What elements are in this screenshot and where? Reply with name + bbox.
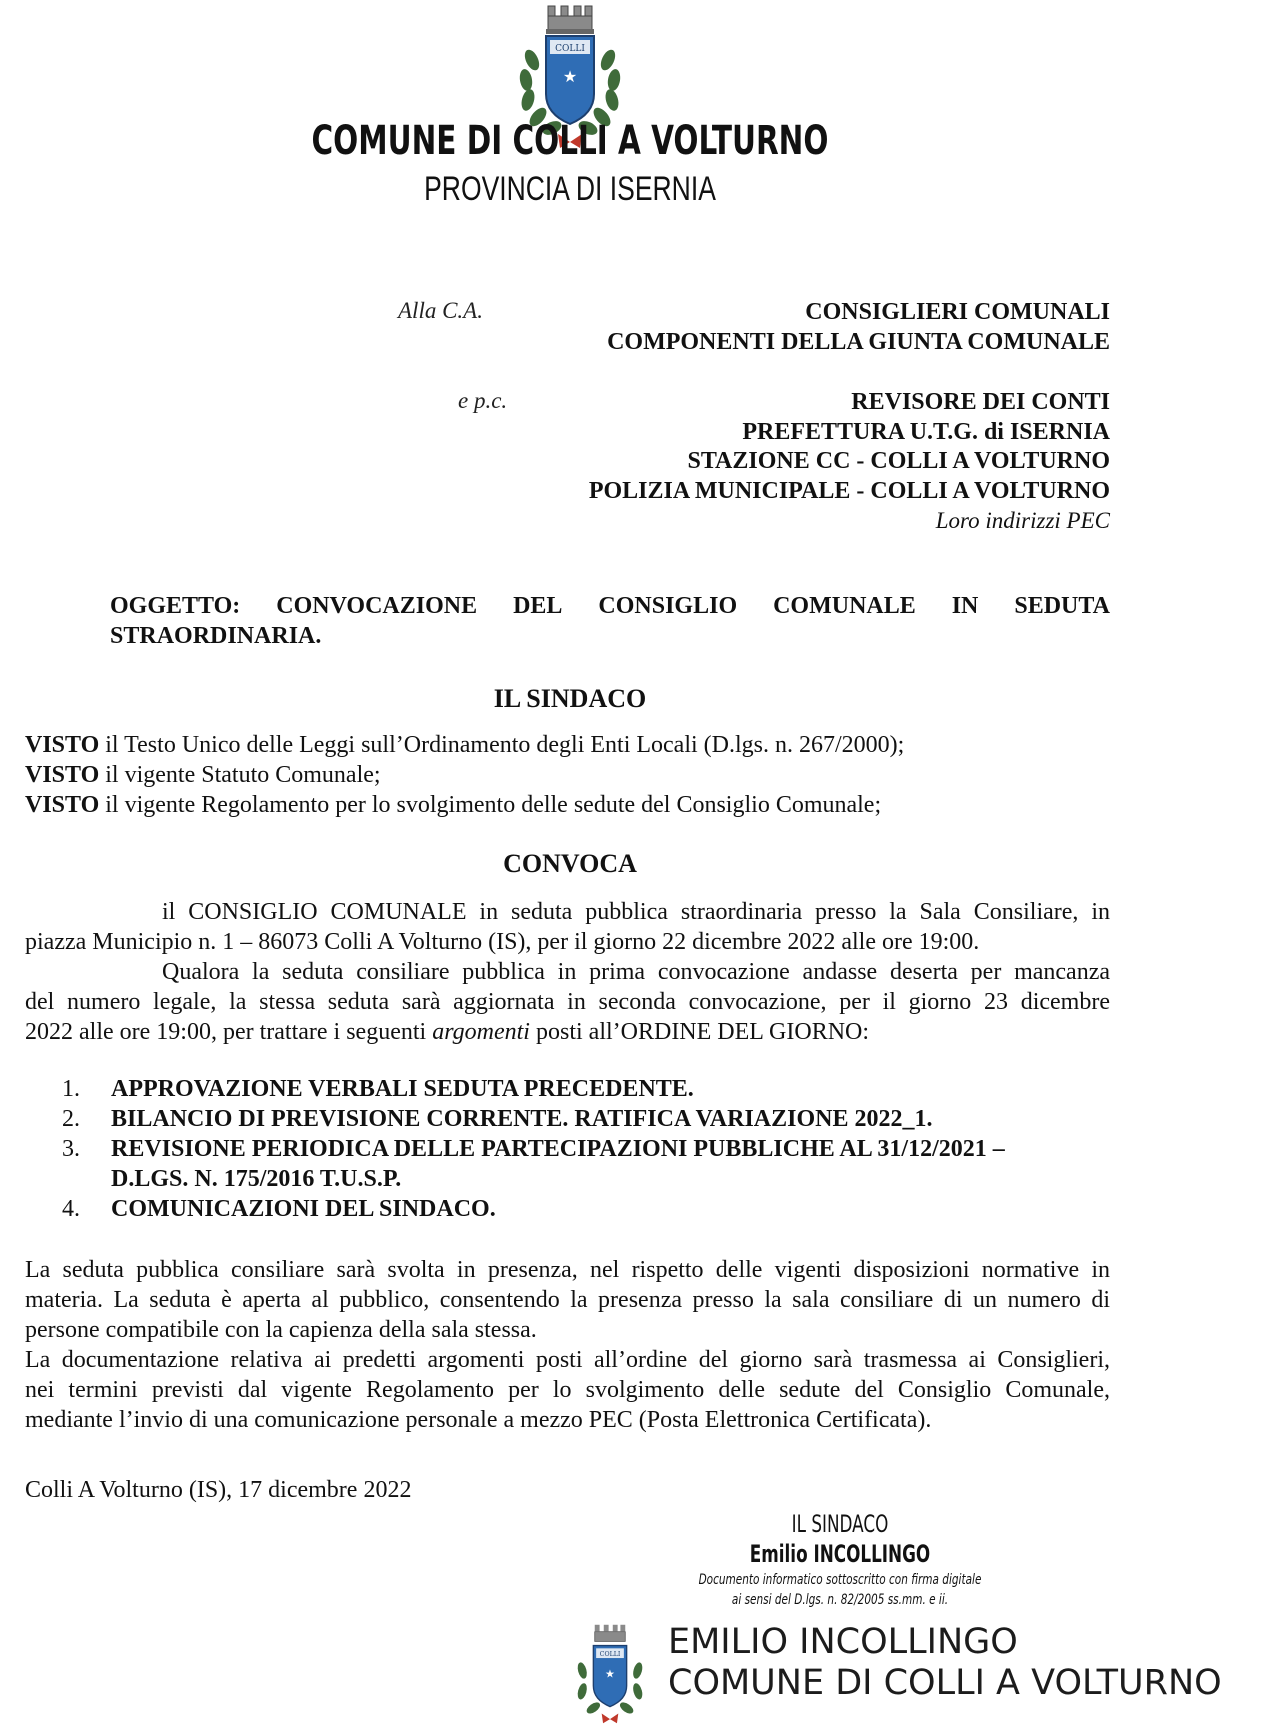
text-line: del numero legale, la stessa seduta sarà aggiornata in seconda convocazione, per il giorno 23 dicembre bbox=[25, 989, 1110, 1015]
text-line: La seduta pubblica consiliare sarà svolta in presenza, nel rispetto delle vigenti disposizioni normative in bbox=[25, 1257, 1110, 1283]
recipient-line: STAZIONE CC - COLLI A VOLTURNO bbox=[687, 448, 1110, 474]
text-fragment: posti all’ORDINE DEL GIORNO: bbox=[529, 1019, 870, 1045]
epc-label: e p.c. bbox=[458, 388, 508, 413]
text-line: persone compatibile con la capienza della sala stessa. bbox=[25, 1317, 537, 1343]
text-line: il CONSIGLIO COMUNALE in seduta pubblica straordinaria presso la Sala Consiliare, in bbox=[162, 899, 1110, 925]
visto-keyword: VISTO bbox=[25, 792, 100, 818]
visto-text: il vigente Regolamento per lo svolgimento delle sedute del Consiglio Comunale; bbox=[99, 792, 882, 818]
item-number: 1. bbox=[62, 1076, 80, 1102]
text-line: mediante l’invio di una comunicazione personale a mezzo PEC (Posta Elettronica Certificata). bbox=[25, 1407, 932, 1433]
text-line bbox=[25, 1017, 1110, 1047]
list-item bbox=[62, 1134, 1005, 1164]
recipient-line: POLIZIA MUNICIPALE - COLLI A VOLTURNO bbox=[588, 477, 1110, 504]
recipient-line: CONSIGLIERI COMUNALI bbox=[805, 299, 1110, 325]
text-line: piazza Municipio n. 1 – 86073 Colli A Volturno (IS), per il giorno 22 dicembre 2022 alle ore 19:00. bbox=[25, 929, 980, 955]
signature-note: Documento informatico sottoscritto con firma digitale bbox=[698, 1572, 982, 1588]
recipient-line: COMPONENTI DELLA GIUNTA COMUNALE bbox=[607, 328, 1110, 355]
stamp-line: EMILIO INCOLLINGO bbox=[668, 1622, 1018, 1662]
item-number: 4. bbox=[62, 1196, 80, 1222]
closing-paragraph bbox=[25, 1255, 1110, 1435]
item-text: BILANCIO DI PREVISIONE CORRENTE. RATIFICA VARIAZIONE 2022_1. bbox=[111, 1106, 933, 1132]
ordine-del-giorno-list bbox=[62, 1074, 1005, 1224]
digital-signature-stamp bbox=[668, 1622, 1222, 1704]
text-line: La documentazione relativa ai predetti argomenti posti all’ordine del giorno sarà trasmessa ai Consiglieri, bbox=[25, 1347, 1110, 1373]
pec-note: Loro indirizzi PEC bbox=[935, 508, 1110, 533]
item-text-continued: D.LGS. N. 175/2016 T.U.S.P. bbox=[111, 1166, 402, 1192]
subject-word: IN bbox=[951, 593, 979, 619]
heading-il-sindaco: IL SINDACO bbox=[493, 684, 647, 713]
signature-name: Emilio INCOLLINGO bbox=[749, 1540, 931, 1568]
list-item bbox=[62, 1074, 1005, 1104]
visto-keyword: VISTO bbox=[25, 732, 100, 758]
text-line: nei termini previsti dal vigente Regolamento per lo svolgimento delle sedute del Consiglio Comunale, bbox=[25, 1377, 1110, 1403]
text-fragment-italic: argomenti bbox=[432, 1019, 530, 1045]
list-item bbox=[62, 1104, 1005, 1134]
recipient-line: PREFETTURA U.T.G. di ISERNIA bbox=[742, 418, 1110, 445]
visto-item bbox=[25, 730, 904, 760]
recipient-line: REVISORE DEI CONTI bbox=[851, 389, 1110, 415]
text-line: materia. La seduta è aperta al pubblico, consentendo la presenza presso la sala consiliare di un numero di bbox=[25, 1287, 1110, 1313]
signature-role: IL SINDACO bbox=[791, 1510, 889, 1538]
crest-label: COLLI bbox=[599, 1650, 621, 1658]
subject-word: OGGETTO: bbox=[110, 593, 241, 619]
subject-block bbox=[110, 592, 1110, 651]
municipality-title: COMUNE DI COLLI A VOLTURNO bbox=[311, 118, 829, 164]
stamp-crest-icon bbox=[568, 1622, 652, 1726]
secondary-recipients bbox=[589, 388, 1110, 536]
stamp-line: COMUNE DI COLLI A VOLTURNO bbox=[668, 1663, 1222, 1703]
visto-keyword: VISTO bbox=[25, 762, 100, 788]
item-number: 2. bbox=[62, 1106, 80, 1132]
item-text: APPROVAZIONE VERBALI SEDUTA PRECEDENTE. bbox=[111, 1076, 694, 1102]
crown-icon bbox=[546, 6, 594, 34]
visto-text: il Testo Unico delle Leggi sull’Ordinamento degli Enti Locali (D.lgs. n. 267/2000); bbox=[99, 732, 905, 758]
subject-word: SEDUTA bbox=[1014, 593, 1110, 619]
visto-text: il vigente Statuto Comunale; bbox=[99, 762, 381, 788]
visto-item bbox=[25, 760, 904, 790]
subject-line-2: STRAORDINARIA. bbox=[110, 622, 322, 649]
primary-recipients bbox=[607, 298, 1110, 357]
item-number: 3. bbox=[62, 1136, 80, 1162]
list-item bbox=[62, 1194, 1005, 1224]
convoca-paragraph bbox=[25, 897, 1110, 1047]
subject-word: CONVOCAZIONE bbox=[276, 593, 478, 619]
item-text: COMUNICAZIONI DEL SINDACO. bbox=[111, 1196, 496, 1222]
crest-star-icon: ★ bbox=[562, 67, 578, 86]
province-subtitle: PROVINCIA DI ISERNIA bbox=[424, 170, 716, 208]
subject-word: CONSIGLIO bbox=[598, 593, 738, 619]
visto-list bbox=[25, 730, 904, 820]
heading-convoca: CONVOCA bbox=[503, 849, 637, 878]
alla-ca-label: Alla C.A. bbox=[398, 298, 483, 323]
svg-text:★: ★ bbox=[605, 1667, 615, 1681]
signature-note: ai sensi del D.lgs. n. 82/2005 ss.mm. e ii. bbox=[731, 1592, 949, 1608]
subject-word: DEL bbox=[513, 593, 563, 619]
text-fragment: 2022 alle ore 19:00, per trattare i seguenti bbox=[25, 1019, 433, 1045]
crest-label: COLLI bbox=[555, 44, 585, 54]
text-line: Qualora la seduta consiliare pubblica in prima convocazione andasse deserta per mancanza bbox=[162, 959, 1110, 985]
item-text: REVISIONE PERIODICA DELLE PARTECIPAZIONI PUBBLICHE AL 31/12/2021 – bbox=[111, 1136, 1005, 1162]
subject-word: COMUNALE bbox=[773, 593, 916, 619]
visto-item bbox=[25, 790, 904, 820]
place-date: Colli A Volturno (IS), 17 dicembre 2022 bbox=[25, 1477, 412, 1503]
